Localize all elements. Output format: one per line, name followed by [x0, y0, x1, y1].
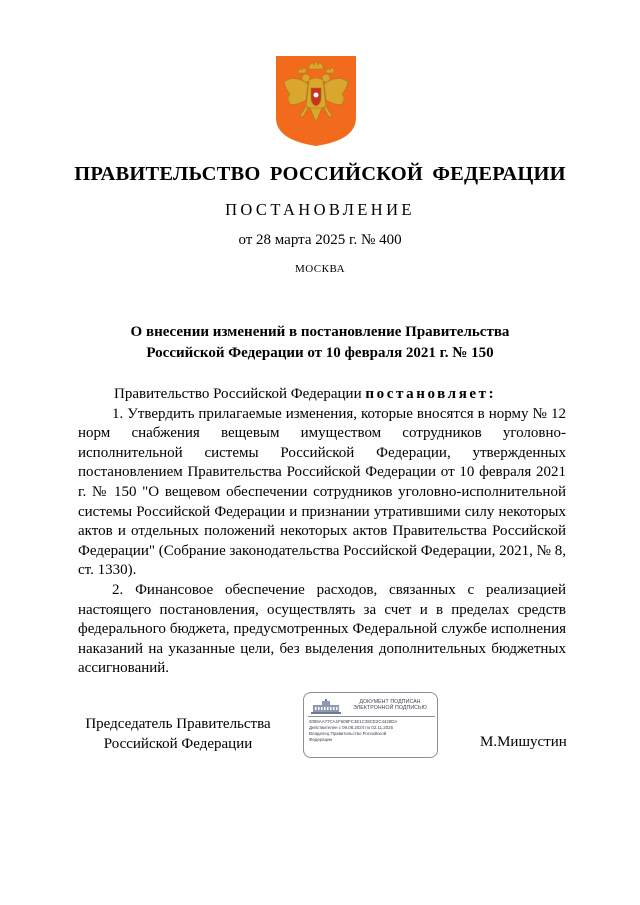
lead-prefix: Правительство Российской Федерации: [114, 386, 366, 402]
signer-name: М.Мишустин: [480, 734, 567, 750]
subject-line-2: Российской Федерации от 10 февраля 2021 г. № 150: [146, 345, 494, 361]
stamp-certificate-details: 0085AA77CA1F608FC4E1C38CE2C4428DA Действителен с 09.08.2024 по 02.11.2025 Владелец Правительство Российской Федерации: [309, 719, 398, 742]
stamp-title: ДОКУМЕНТ ПОДПИСАН ЭЛЕКТРОННОЙ ПОДПИСЬЮ: [353, 699, 427, 712]
paragraph-2: 2. Финансовое обеспечение расходов, связанных с реализацией настоящего постановления, осуществлять за счет и в пределах средств федерального бюджета, предусмотренных Федеральной службе исполнения наказаний на указанные цели, без выделения дополнительных бюджетных ассигнований.: [78, 581, 566, 677]
subject-line-1: О внесении изменений в постановление Правительства: [130, 324, 510, 340]
electronic-signature-stamp: [303, 692, 438, 758]
stamp-divider: [308, 716, 435, 717]
signer-position-line-2: Российской Федерации: [103, 735, 253, 752]
document-body: [78, 385, 566, 679]
government-title: ПРАВИТЕЛЬСТВО РОССИЙСКОЙ ФЕДЕРАЦИИ: [74, 163, 566, 185]
lead-resolves: постановляет:: [365, 386, 497, 402]
resolution-lead: [78, 385, 566, 405]
paragraph-1: 1. Утвердить прилагаемые изменения, которые вносятся в норму № 12 норм снабжения вещевым имуществом сотрудников уголовно-исполнительной системы Российской Федерации, утвержденных постановлением Правительства Российской Федерации от 10 февраля 2021 г. № 150 "О вещевом обеспечении сотрудников уголовно-исполнительной системы Российской Федерации и признании утратившими силу некоторых актов и отдельных положений некоторых актов Правительства Российской Федерации" (Собрание законодательства Российской Федерации, 2021, № 8, ст. 1330).: [78, 405, 566, 579]
document-type: ПОСТАНОВЛЕНИЕ: [225, 200, 415, 219]
document-city: МОСКВА: [294, 263, 346, 275]
document-date-number: от 28 марта 2025 г. № 400: [238, 232, 402, 248]
signer-position: [78, 715, 278, 754]
government-building-icon: [310, 699, 342, 715]
document-subject: [0, 322, 640, 364]
coat-of-arms-emblem: [276, 56, 356, 146]
signer-position-line-1: Председатель Правительства: [85, 716, 271, 732]
